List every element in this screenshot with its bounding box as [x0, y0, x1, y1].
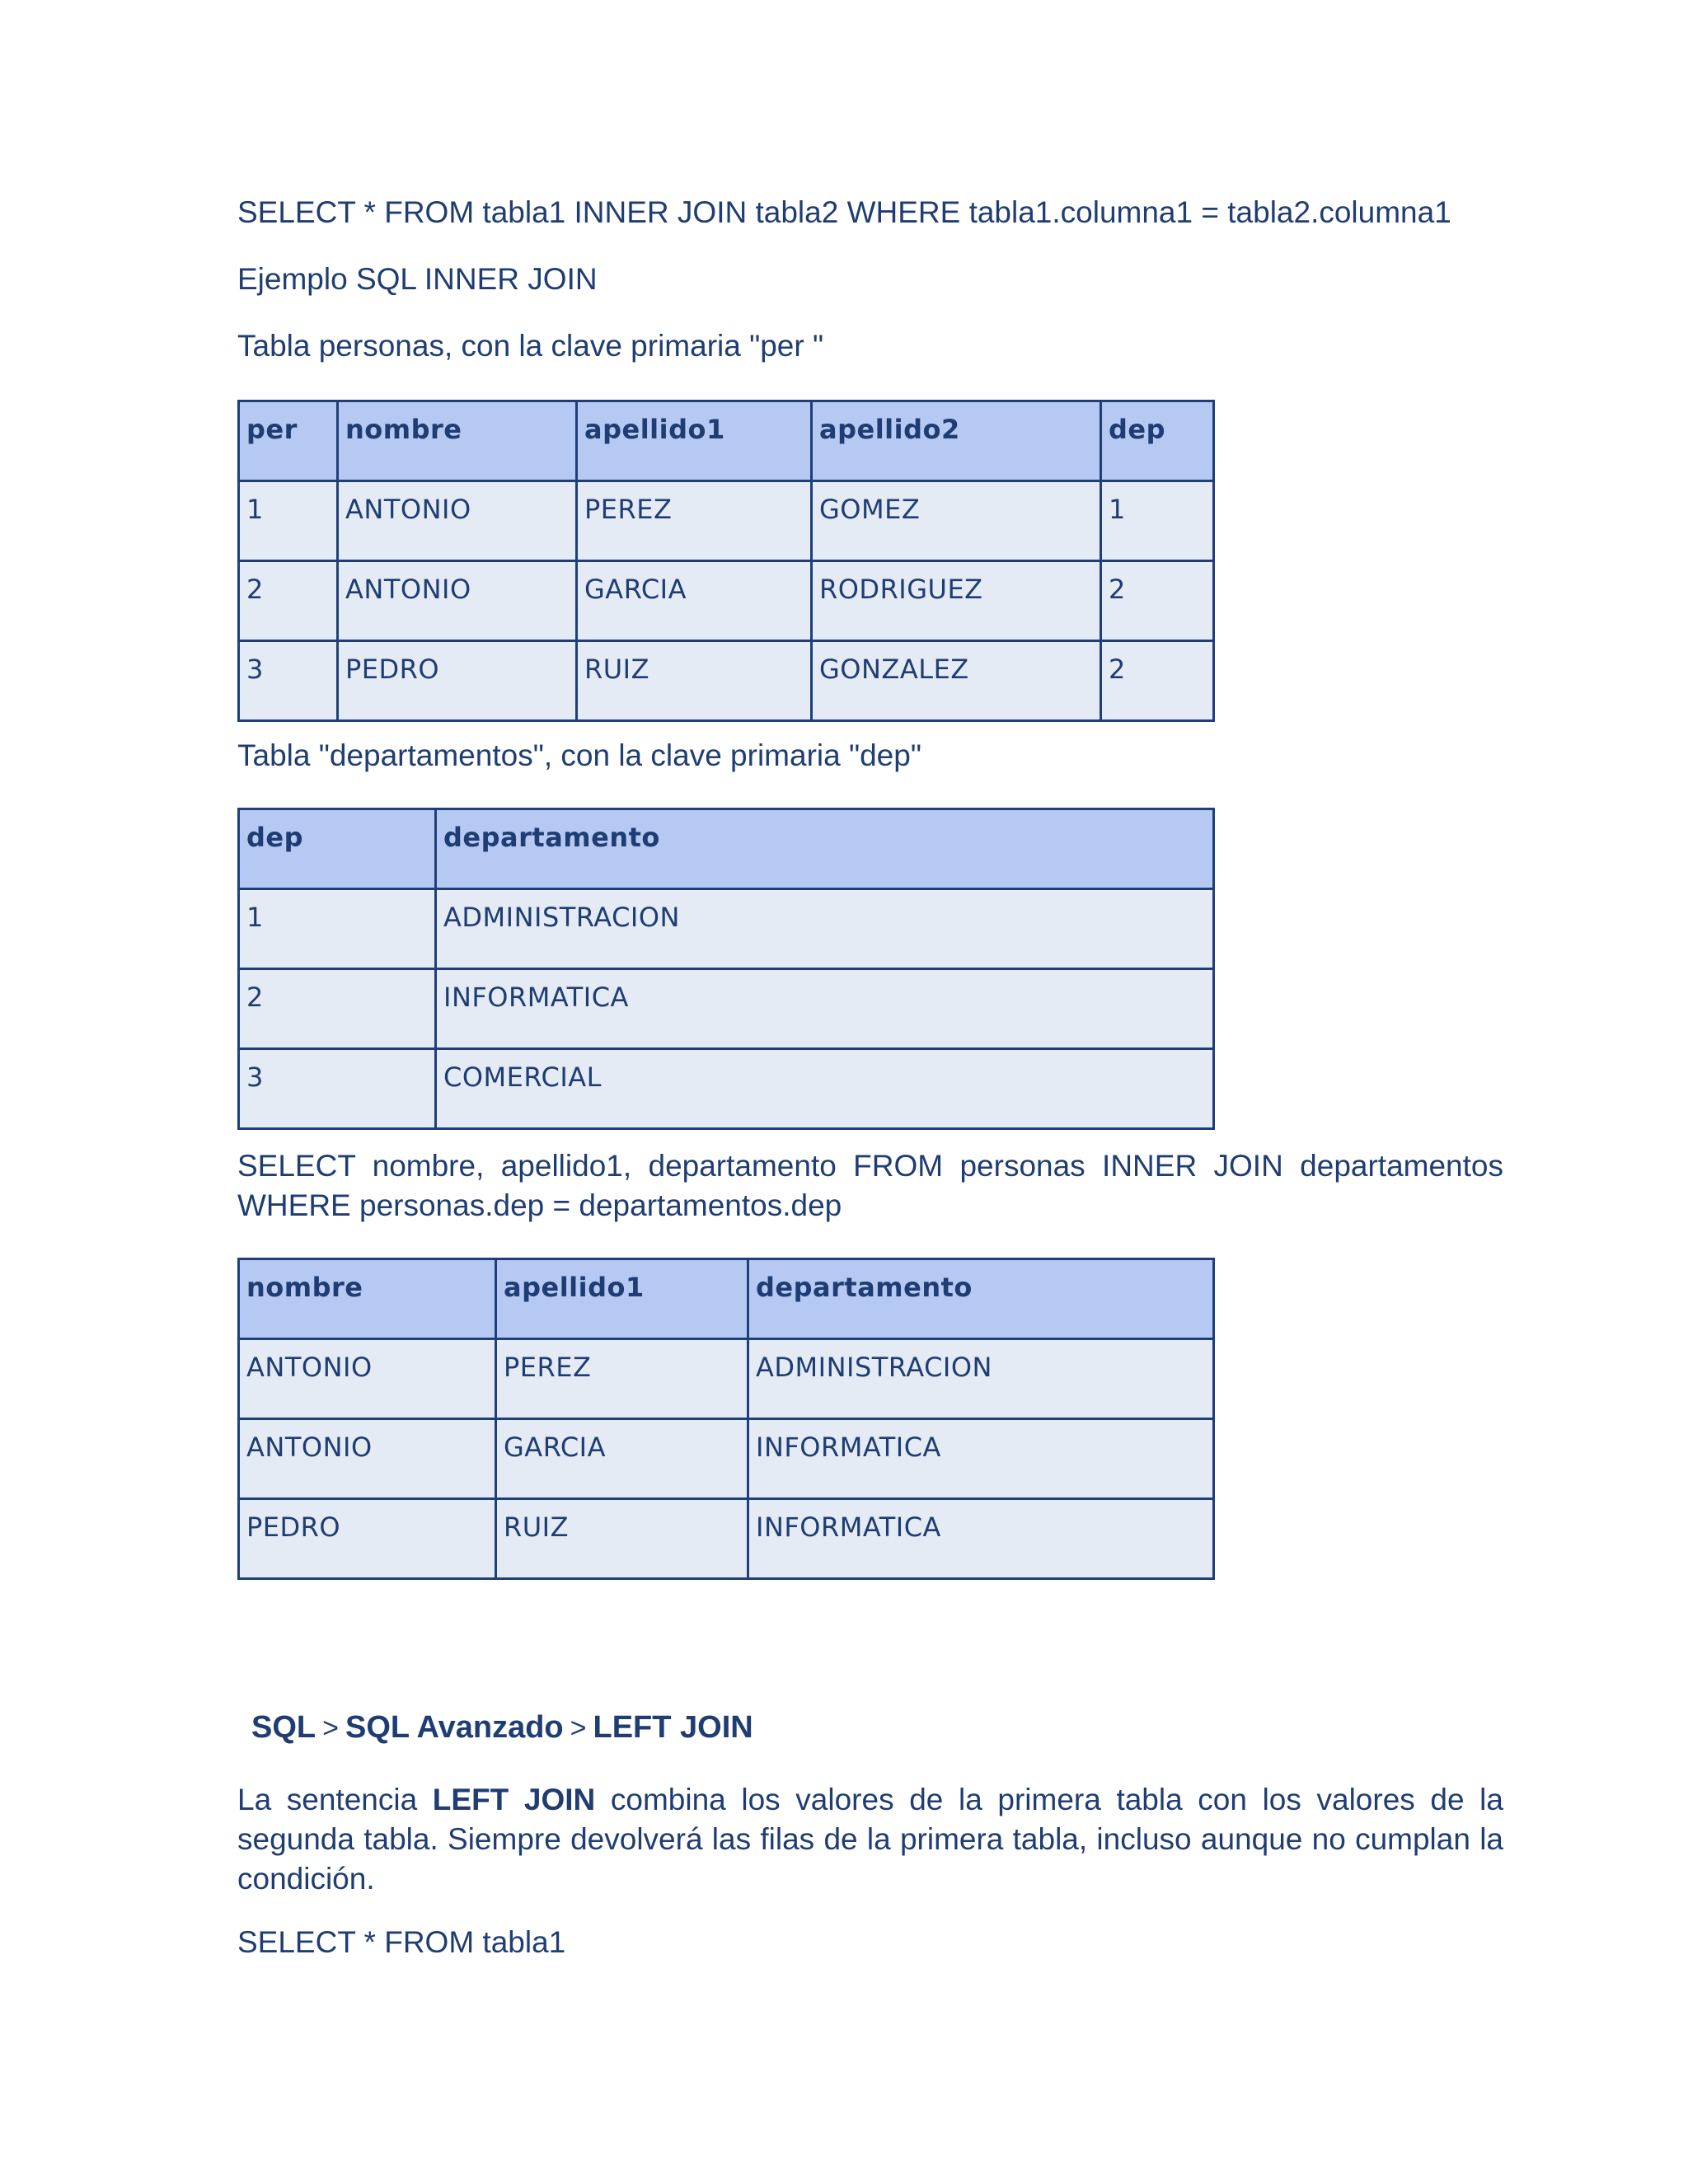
column-header: per [239, 401, 338, 481]
table-cell: ANTONIO [239, 1419, 496, 1499]
left-join-paragraph [237, 1780, 1503, 1899]
column-header: dep [239, 809, 436, 889]
table-cell: RODRIGUEZ [812, 561, 1101, 641]
table-cell: 3 [239, 641, 338, 721]
table-cell: GARCIA [496, 1419, 748, 1499]
table-cell: 1 [239, 481, 338, 561]
table-cell: 1 [1101, 481, 1214, 561]
table-cell: PEDRO [239, 1499, 496, 1579]
table-cell: PEREZ [577, 481, 812, 561]
column-header: departamento [436, 809, 1214, 889]
breadcrumb [251, 1708, 753, 1748]
table-cell: INFORMATICA [748, 1499, 1214, 1579]
resultado-table [237, 1258, 1215, 1580]
table-cell: 2 [1101, 641, 1214, 721]
table-header-row [239, 401, 1214, 481]
query-select-inner-join: SELECT nombre, apellido1, departamento FROM personas INNER JOIN departamentos WHERE personas.dep = departamentos.dep [237, 1149, 1503, 1222]
table-row [239, 1419, 1214, 1499]
table-cell: RUIZ [496, 1499, 748, 1579]
table-row [239, 641, 1214, 721]
table-cell: 1 [239, 889, 436, 969]
column-header: departamento [748, 1259, 1214, 1339]
column-header: dep [1101, 401, 1214, 481]
table-cell: RUIZ [577, 641, 812, 721]
table-row [239, 561, 1214, 641]
table-cell: ADMINISTRACION [436, 889, 1214, 969]
departamentos-table [237, 808, 1215, 1130]
paragraph-keyword: LEFT JOIN [432, 1783, 596, 1816]
table-cell: 2 [239, 561, 338, 641]
table-cell: GARCIA [577, 561, 812, 641]
personas-table [237, 400, 1215, 722]
table-cell: COMERCIAL [436, 1049, 1214, 1129]
table-row [239, 1499, 1214, 1579]
breadcrumb-separator: > [570, 1713, 587, 1744]
table-cell: ADMINISTRACION [748, 1339, 1214, 1419]
table-cell: GONZALEZ [812, 641, 1101, 721]
query-inner-join-syntax: SELECT * FROM tabla1 INNER JOIN tabla2 WHERE tabla1.columna1 = tabla2.columna1 [237, 195, 1451, 229]
personas-table-caption: Tabla personas, con la clave primaria "per " [237, 329, 824, 363]
table-cell: INFORMATICA [436, 969, 1214, 1049]
example-heading: Ejemplo SQL INNER JOIN [237, 262, 598, 296]
breadcrumb-separator: > [322, 1713, 339, 1744]
breadcrumb-item: SQL Avanzado [345, 1710, 564, 1745]
table-cell: 2 [1101, 561, 1214, 641]
paragraph-text: combina los valores de la primera tabla con los valores de la segunda tabla. Siempre devolverá las filas de la primera tabla, incluso aunque no cumplan la condición. [237, 1783, 1503, 1896]
table-cell: PEDRO [338, 641, 577, 721]
table-row [239, 1339, 1214, 1419]
table-row [239, 889, 1214, 969]
breadcrumb-item: SQL [251, 1710, 316, 1745]
table-row [239, 1049, 1214, 1129]
breadcrumb-item: LEFT JOIN [593, 1710, 753, 1745]
table-cell: PEREZ [496, 1339, 748, 1419]
column-header: apellido1 [577, 401, 812, 481]
table-header-row [239, 1259, 1214, 1339]
table-header-row [239, 809, 1214, 889]
paragraph-text: La sentencia [237, 1783, 433, 1816]
table-cell: ANTONIO [338, 561, 577, 641]
table-cell: ANTONIO [239, 1339, 496, 1419]
query-left-join-syntax: SELECT * FROM tabla1 [237, 1925, 566, 1959]
table-cell: INFORMATICA [748, 1419, 1214, 1499]
table-row [239, 969, 1214, 1049]
column-header: apellido2 [812, 401, 1101, 481]
column-header: nombre [338, 401, 577, 481]
table-cell: ANTONIO [338, 481, 577, 561]
departamentos-table-caption: Tabla "departamentos", con la clave primaria "dep" [237, 738, 921, 772]
table-cell: 3 [239, 1049, 436, 1129]
table-cell: GOMEZ [812, 481, 1101, 561]
table-cell: 2 [239, 969, 436, 1049]
table-row [239, 481, 1214, 561]
column-header: nombre [239, 1259, 496, 1339]
column-header: apellido1 [496, 1259, 748, 1339]
